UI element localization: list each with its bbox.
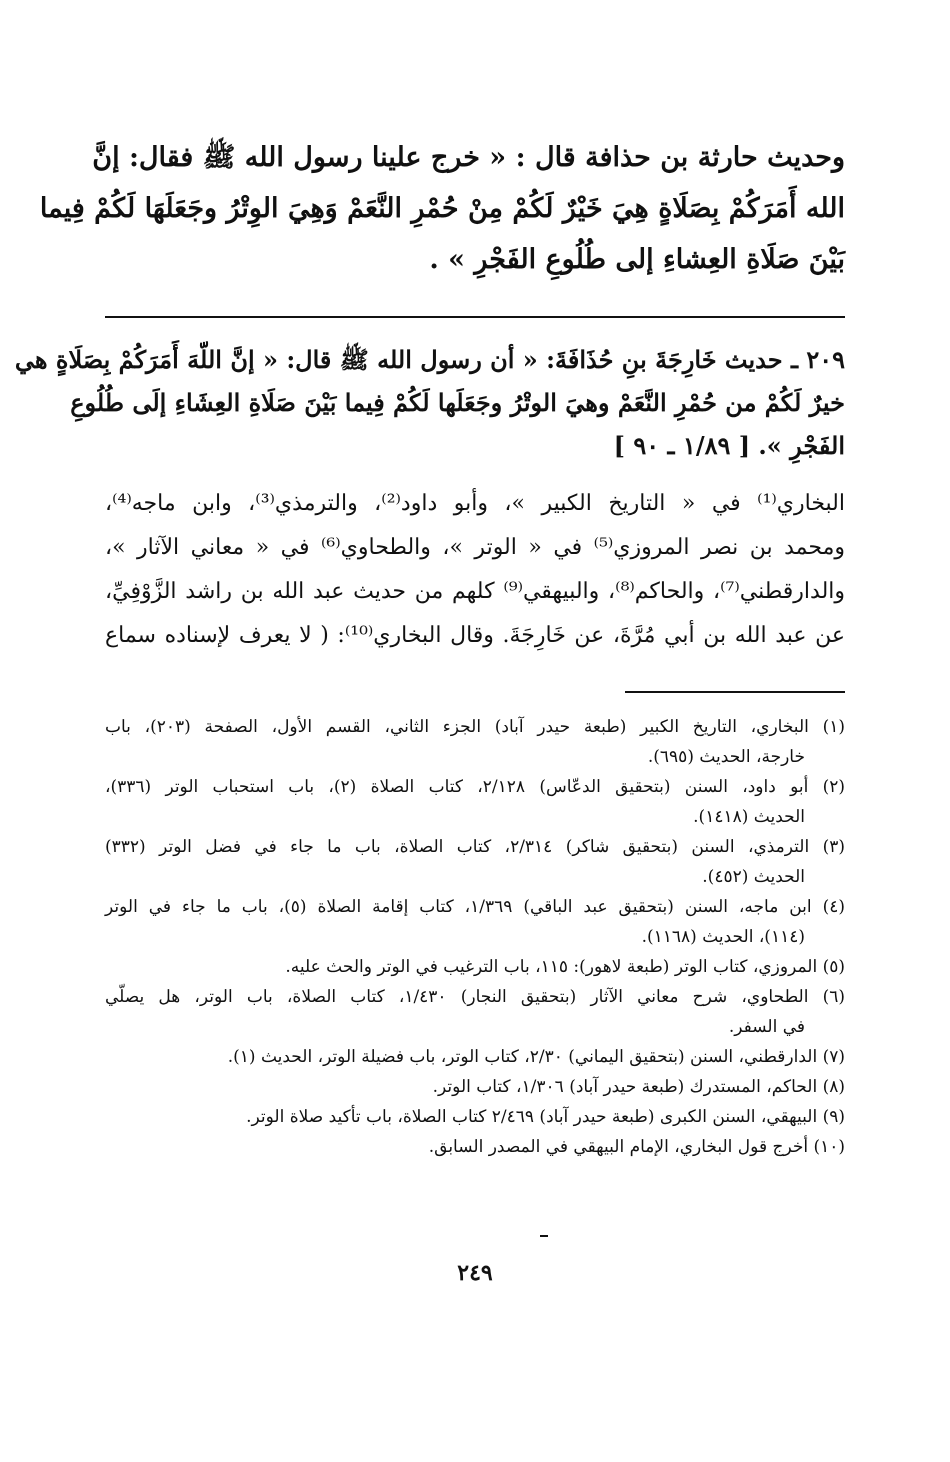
footnotes	[105, 712, 845, 1162]
footnote-text: (٧) الدارقطني، السنن (بتحقيق اليماني) ٢/٣٠، كتاب الوتر، باب فضيلة الوتر، الحديث (١).	[227, 1047, 845, 1067]
takhrij-paragraph	[105, 482, 845, 658]
entry-line: خيرٌ لَكُمْ من حُمْرِ النَّعَمْ وهيَ الوتْرُ وجَعَلَها لَكُمْ فِيما بَيْنَ صَلَاةِ العِشَاءِ إلَى طُلُوعِ	[70, 388, 845, 417]
hadith-line: وحديث حارثة بن حذافة قال : « خرج علينا رسول الله ﷺ فقال: إنَّ	[92, 142, 845, 173]
footnote-text: (٥) المروزي، كتاب الوتر (طبعة لاهور): ١١٥، باب الترغيب في الوتر والحث عليه.	[285, 957, 845, 977]
footnote-text: (١) البخاري، التاريخ الكبير (طبعة حيدر آباد) الجزء الثاني، القسم الأول، الصفحة (٢٠٣)، باب	[105, 717, 845, 737]
footnote-text: (٨) الحاكم، المستدرك (طبعة حيدر آباد) ١/٣٠٦، كتاب الوتر.	[432, 1077, 845, 1097]
hadith-entry-209	[14, 338, 845, 467]
footnote-text: (١٠) أخرج قول البخاري، الإمام البيهقي في المصدر السابق.	[428, 1137, 845, 1157]
footnote-6	[105, 982, 845, 1042]
footnote-divider	[625, 691, 845, 693]
footnote-7	[105, 1042, 845, 1072]
entry-line: ٢٠٩ ـ حديث خَارِجَةَ بنِ حُذَافَةَ: « أن رسول الله ﷺ قال: « إنَّ اللّهَ أَمَرَكُمْ بِصَلَاةٍ هي	[14, 345, 845, 374]
footnote-8	[105, 1072, 845, 1102]
footnote-2	[105, 772, 845, 832]
footnote-9	[105, 1102, 845, 1132]
footnote-text: (٦) الطحاوي، شرح معاني الآثار (بتحقيق النجار) ١/٤٣٠، كتاب الصلاة، باب الوتر، هل يصلّي	[105, 987, 845, 1007]
hadith-line: الله أَمَرَكُمْ بِصَلَاةٍ هِيَ خَيْرٌ لَكُمْ مِنْ حُمْرِ النَّعَمْ وَهِيَ الوِتْرُ وجَعَلَهَا لَكُمْ فِيما	[39, 193, 845, 224]
hadith-paragraph	[39, 132, 845, 285]
footnote-text: الحديث (٤٥٢).	[702, 867, 805, 887]
footnote-text: الحديث (١٤١٨).	[693, 807, 805, 827]
footnote-text: في السفر.	[728, 1017, 805, 1037]
body-line: ومحمد بن نصر المروزي⁽⁵⁾ في « الوتر »، والطحاوي⁽⁶⁾ في « معاني الآثار »،	[105, 535, 846, 560]
footnote-text: (٣) الترمذي، السنن (بتحقيق شاكر) ٢/٣١٤، كتاب الصلاة، باب ما جاء في فضل الوتر (٣٣٢)	[105, 837, 846, 857]
ink-mark	[540, 1235, 548, 1237]
footnote-text: خارجة، الحديث (٦٩٥).	[647, 747, 805, 767]
footnote-text: (٩) البيهقي، السنن الكبرى (طبعة حيدر آباد) ٢/٤٦٩ كتاب الصلاة، باب تأكيد صلاة الوتر.	[246, 1107, 845, 1127]
footnote-10	[105, 1132, 845, 1162]
footnote-text: (٤) ابن ماجه، السنن (بتحقيق عبد الباقي) ١/٣٦٩، كتاب إقامة الصلاة (٥)، باب ما جاء في الوتر	[105, 897, 845, 917]
body-line: والدارقطني⁽⁷⁾، والحاكم⁽⁸⁾، والبيهقي⁽⁹⁾ كلهم من حديث عبد الله بن راشد الزَّوْفِيِّ،	[105, 579, 846, 604]
page-number: ٢٤٩	[457, 1260, 493, 1286]
body-line: عن عبد الله بن أبي مُرَّةَ، عن خَارِجَةَ. وقال البخاري⁽¹⁰⁾: ( لا يعرف لإسناده سماع	[105, 623, 845, 648]
hadith-line: بَيْنَ صَلَاةِ العِشاءِ إلى طُلُوعِ الفَجْرِ » .	[429, 244, 845, 275]
section-divider	[105, 316, 845, 318]
footnote-3	[105, 832, 845, 892]
footnote-5	[105, 952, 845, 982]
footnote-text: (١١٤)، الحديث (١١٦٨).	[641, 927, 805, 947]
entry-line: الفَجْرِ ». [ ١/٨٩ ـ ٩٠ ]	[613, 431, 845, 460]
footnote-1	[105, 712, 845, 772]
footnote-4	[105, 892, 845, 952]
footnote-text: (٢) أبو داود، السنن (بتحقيق الدعّاس) ٢/١٢٨، كتاب الصلاة (٢)، باب استحباب الوتر (٣٣٦)،	[105, 777, 846, 797]
body-line: البخاري⁽¹⁾ في « التاريخ الكبير »، وأبو داود⁽²⁾، والترمذي⁽³⁾، وابن ماجه⁽⁴⁾،	[105, 491, 845, 516]
